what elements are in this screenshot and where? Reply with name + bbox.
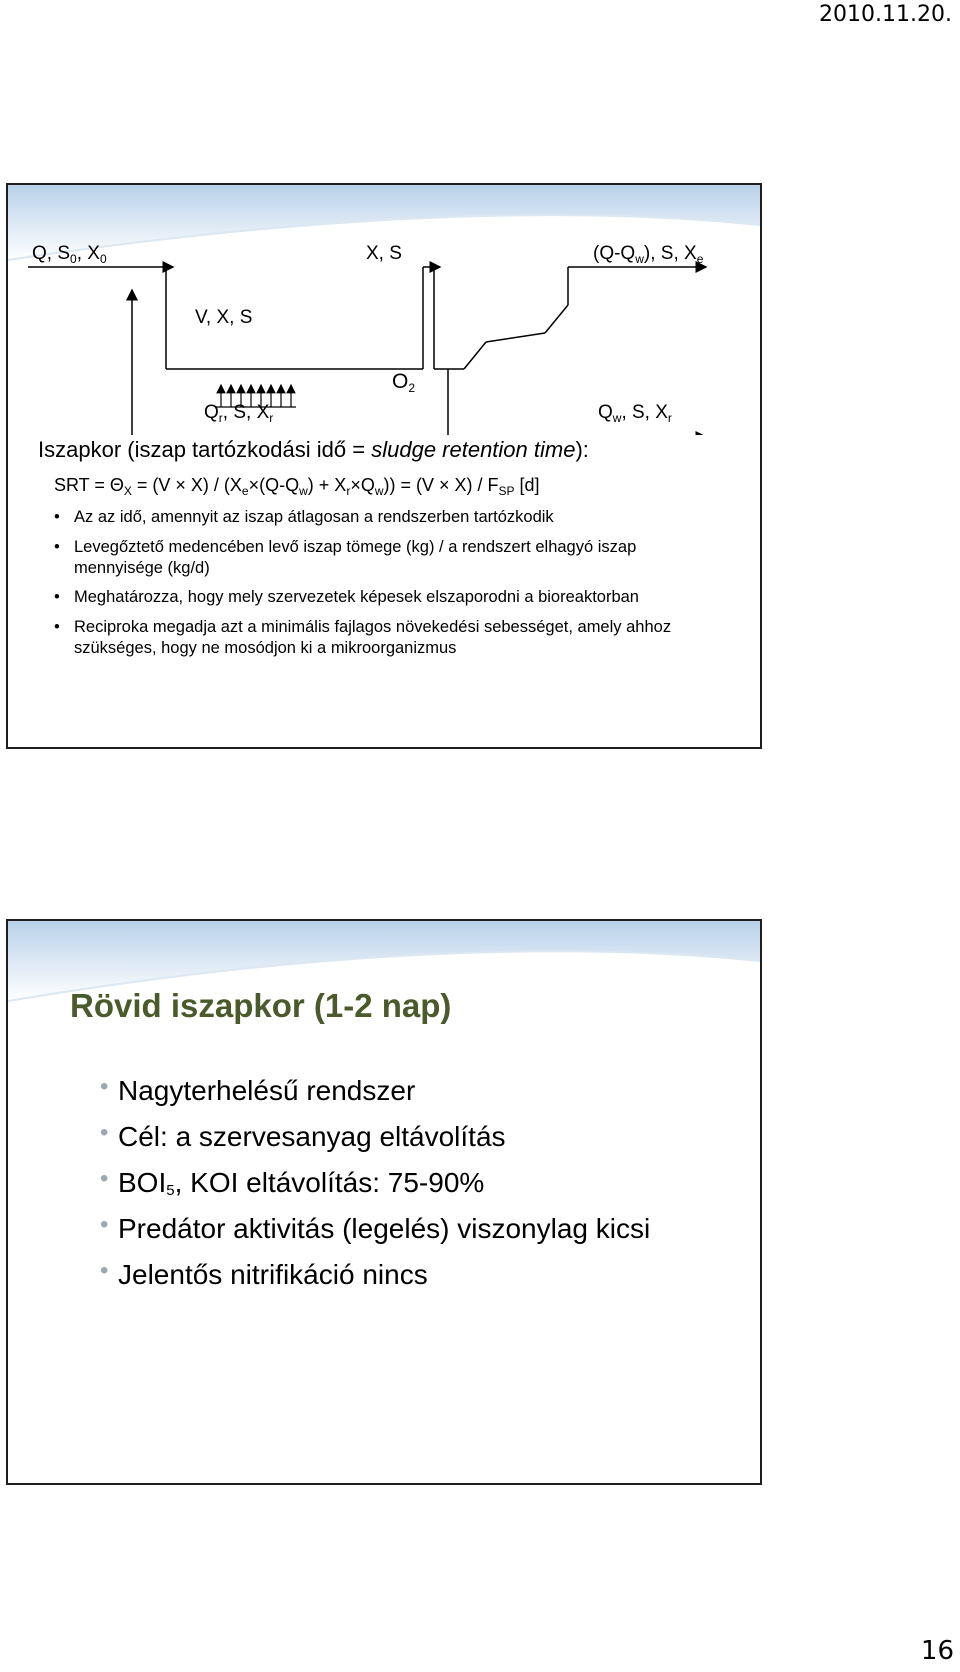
reactor-outflow-label: X, S [366, 243, 402, 264]
bullet-icon: • [100, 1119, 109, 1146]
date-header: 2010.11.20. [819, 2, 952, 27]
activated-sludge-diagram [8, 185, 762, 435]
slide-short-sludge-age [6, 919, 762, 1485]
bullet-icon: • [54, 508, 60, 526]
recycle-label: $Q_r$, S, $X_r$ [204, 402, 274, 425]
bullet-item: • Reciproka megadja azt a minimális fajlagos növekedési sebességet, amely ahhoz szükséges, hogy ne mosódjon ki a mikroorganizmus [54, 618, 672, 657]
slide-sludge-age [6, 183, 762, 749]
bullet-icon: • [100, 1165, 109, 1192]
bullet-icon: • [54, 538, 60, 556]
bullet-icon: • [100, 1211, 109, 1238]
bullet-item: • $BOI_5$, KOI eltávolítás: 75-90% [100, 1165, 485, 1199]
bullet-icon: • [100, 1257, 109, 1284]
bullet-item: • Cél: a szervesanyag eltávolítás [100, 1119, 506, 1152]
inflow-label: Q, $S_0$, $X_0$ [32, 243, 107, 266]
bullet-item: • Predátor aktivitás (legelés) viszonylag kicsi [100, 1211, 651, 1244]
slide-title: Rövid iszapkor (1-2 nap) [70, 987, 452, 1024]
page-number: 16 [920, 1636, 954, 1666]
bullet-icon: • [54, 618, 60, 636]
bullet-icon: • [100, 1073, 109, 1100]
sludge-age-heading: Iszapkor (iszap tartózkodási idő = sludge retention time): [38, 437, 589, 462]
bullet-item: • Nagyterhelésű rendszer [100, 1073, 416, 1106]
bullet-item: • Levegőztető medencében levő iszap tömege (kg) / a rendszert elhagyó iszap mennyisége (kg/d) [54, 538, 637, 577]
tank-label: V, X, S [195, 307, 253, 328]
bullet-item: • Jelentős nitrifikáció nincs [100, 1257, 428, 1290]
bullet-icon: • [54, 588, 60, 606]
srt-formula: SRT = $\Theta_X = (V \times X) / (X_e\times(Q-Q_w) + X_r\times Q_w)) = (V \times X) / F_{SP}$ [d] [54, 475, 540, 498]
oxygen-label: $O_2$ [392, 370, 416, 395]
bullet-item: • Meghatározza, hogy mely szervezetek képesek elszaporodni a bioreaktorban [54, 588, 639, 606]
waste-sludge-label: $Q_w$, S, $X_r$ [598, 402, 672, 425]
effluent-label: $(Q-Q_w)$, S, $X_e$ [593, 243, 704, 266]
bullet-item: • Az az idő, amennyit az iszap átlagosan a rendszerben tartózkodik [54, 508, 554, 526]
